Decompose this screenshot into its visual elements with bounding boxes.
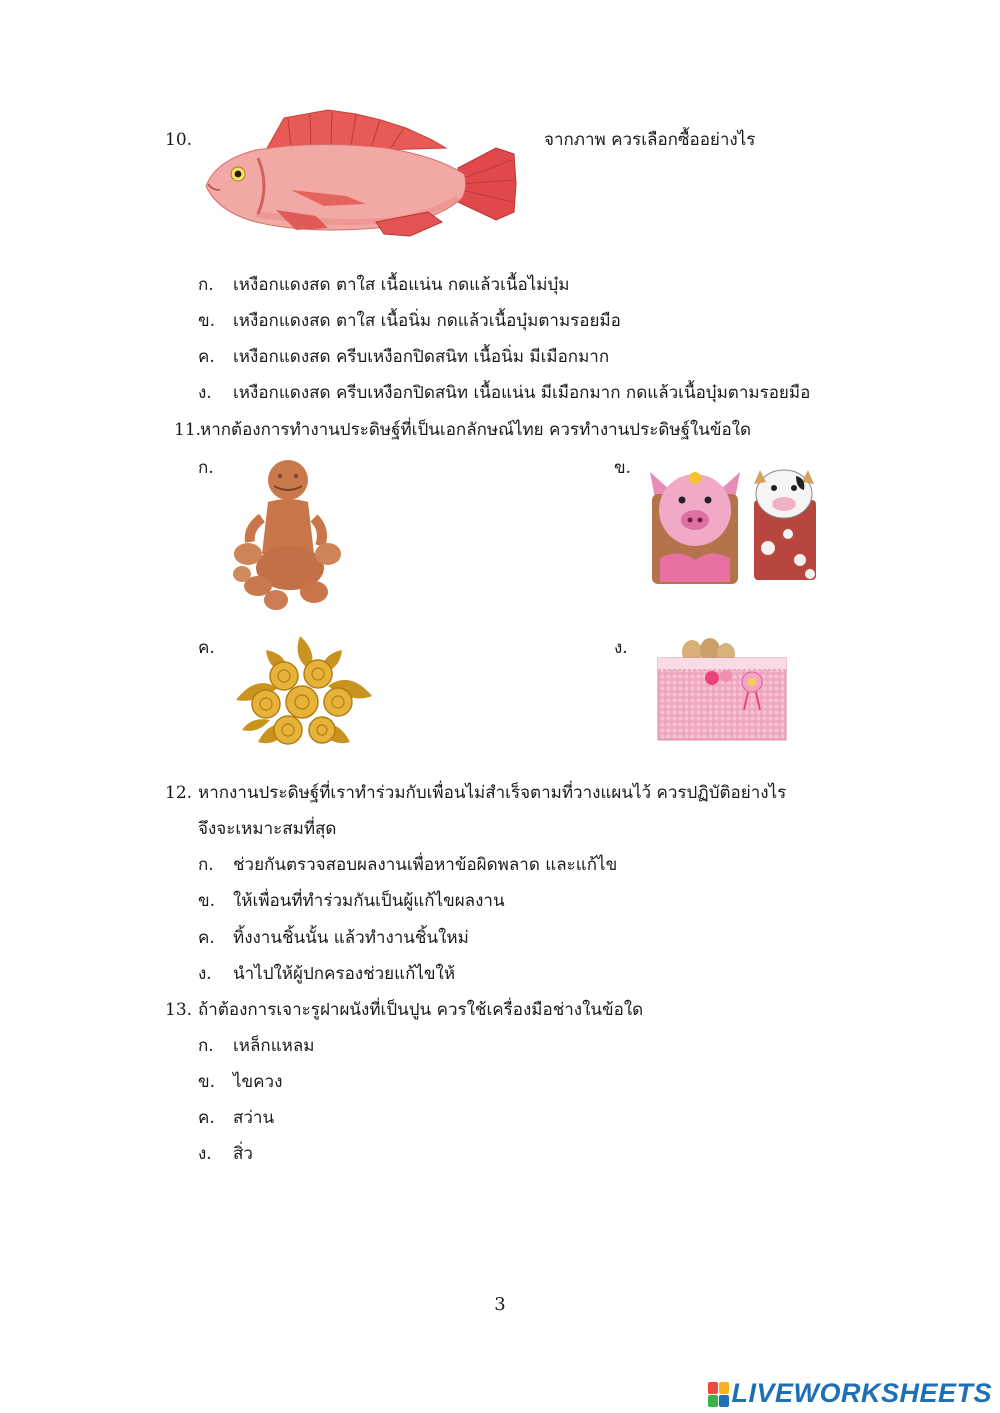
q13-option-d-label: ง. xyxy=(198,1144,212,1164)
q10-number: 10. xyxy=(165,130,193,150)
fish-image xyxy=(196,104,526,244)
q12-option-b-label: ข. xyxy=(198,891,216,911)
q13-option-c-label: ค. xyxy=(198,1108,215,1128)
q12-number: 12. xyxy=(165,783,193,803)
q10-option-a-text: เหงือกแดงสด ตาใส เนื้อแน่น กดแล้วเนื้อไม่บุ๋ม xyxy=(233,275,570,295)
q13-prompt: ถ้าต้องการเจาะรูฝาผนังที่เป็นปูน ควรใช้เครื่องมือช่างในข้อใด xyxy=(198,1000,644,1020)
clay-doll-image xyxy=(228,458,348,616)
q11-option-b-label: ข. xyxy=(614,458,632,478)
q10-option-c-label: ค. xyxy=(198,347,215,367)
q10-option-d-label: ง. xyxy=(198,383,212,403)
logo-letter-v xyxy=(708,1395,718,1407)
q13-option-c-text: สว่าน xyxy=(233,1108,275,1128)
q10-option-b-text: เหงือกแดงสด ตาใส เนื้อนิ่ม กดแล้วเนื้อบุ๋มตามรอยมือ xyxy=(233,311,621,331)
logo-letter-l xyxy=(708,1382,718,1394)
liveworksheets-logo-icon xyxy=(708,1382,728,1406)
q13-option-a-text: เหล็กแหลม xyxy=(233,1036,315,1056)
q10-option-c-text: เหงือกแดงสด ครีบเหงือกปิดสนิท เนื้อนิ่ม มีเมือกมาก xyxy=(233,347,610,367)
q13-option-a-label: ก. xyxy=(198,1036,214,1056)
q11-option-c-label: ค. xyxy=(198,638,215,658)
q10-option-b-label: ข. xyxy=(198,311,216,331)
animal-puppets-image xyxy=(650,464,820,588)
q12-option-c-label: ค. xyxy=(198,928,215,948)
q12-option-d-label: ง. xyxy=(198,964,212,984)
fabric-box-image xyxy=(652,636,792,746)
q12-prompt-line1: หากงานประดิษฐ์ที่เราทำร่วมกับเพื่อนไม่สำเร็จตามที่วางแผนไว้ ควรปฏิบัติอย่างไร xyxy=(198,783,787,803)
q10-option-d-text: เหงือกแดงสด ครีบเหงือกปิดสนิท เนื้อแน่น มีเมือกมาก กดแล้วเนื้อบุ๋มตามรอยมือ xyxy=(233,383,811,403)
q12-option-b-text: ให้เพื่อนที่ทำร่วมกันเป็นผู้แก้ไขผลงาน xyxy=(233,891,505,911)
q11-option-a-label: ก. xyxy=(198,458,214,478)
liveworksheets-brand[interactable] xyxy=(708,1378,992,1409)
q11-number: 11. xyxy=(174,420,202,440)
q13-number: 13. xyxy=(165,1000,193,1020)
q10-option-a-label: ก. xyxy=(198,275,214,295)
q11-prompt: หากต้องการทำงานประดิษฐ์ที่เป็นเอกลักษณ์ไทย ควรทำงานประดิษฐ์ในข้อใด xyxy=(200,420,752,440)
logo-letter-e xyxy=(719,1395,729,1407)
q13-option-b-label: ข. xyxy=(198,1072,216,1092)
brand-name: LIVEWORKSHEETS xyxy=(731,1378,992,1408)
logo-letter-i xyxy=(719,1382,729,1394)
q13-option-b-text: ไขควง xyxy=(233,1072,283,1092)
q12-option-c-text: ทิ้งงานชิ้นนั้น แล้วทำงานชิ้นใหม่ xyxy=(233,928,469,948)
q11-option-d-label: ง. xyxy=(614,638,628,658)
q12-prompt-line2: จึงจะเหมาะสมที่สุด xyxy=(198,819,337,839)
q12-option-a-text: ช่วยกันตรวจสอบผลงานเพื่อหาข้อผิดพลาด และแก้ไข xyxy=(233,855,618,875)
q10-prompt: จากภาพ ควรเลือกซื้ออย่างไร xyxy=(544,130,756,150)
q12-option-d-text: นำไปให้ผู้ปกครองช่วยแก้ไขให้ xyxy=(233,964,456,984)
q13-option-d-text: สิ่ว xyxy=(233,1144,253,1164)
golden-roses-image xyxy=(226,630,382,756)
page-number: 3 xyxy=(494,1294,506,1315)
q12-option-a-label: ก. xyxy=(198,855,214,875)
